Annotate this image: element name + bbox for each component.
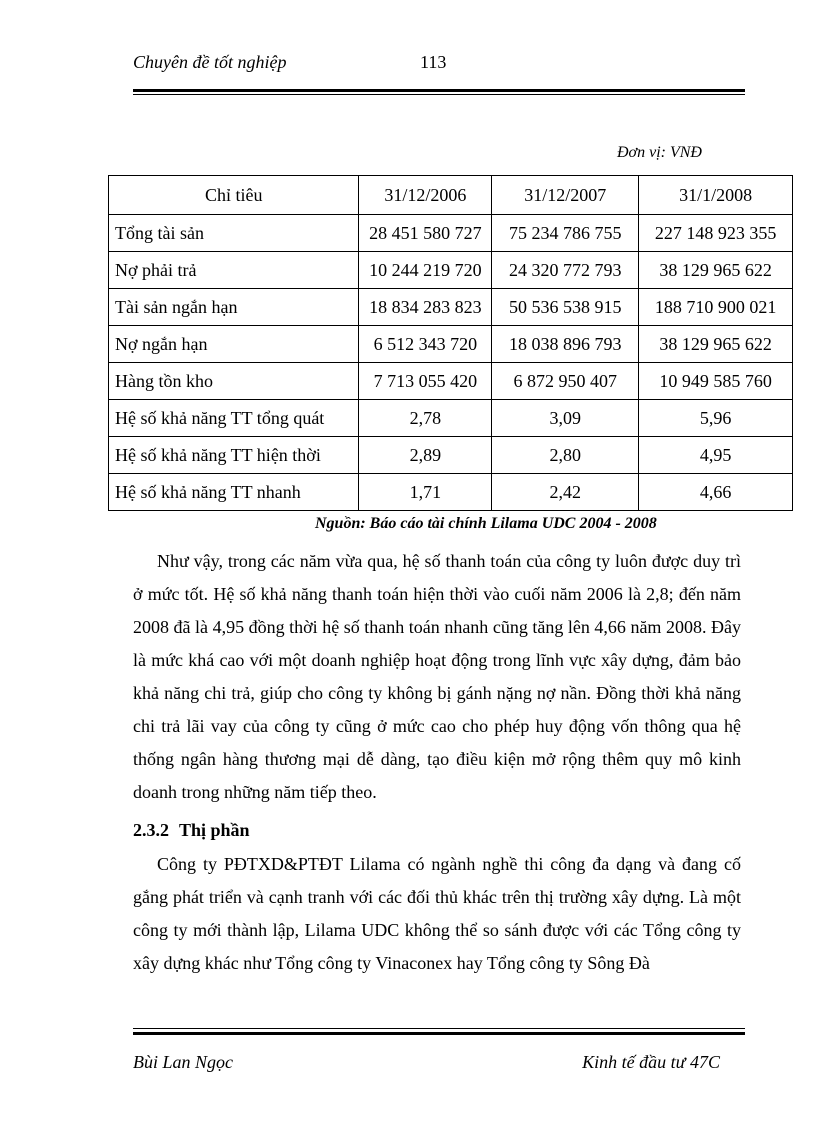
table-row [109,363,793,400]
cell-value: 6 872 950 407 [492,363,639,400]
table-row [109,252,793,289]
cell-value: 50 536 538 915 [492,289,639,326]
cell-value: 4,95 [639,437,793,474]
footer-class: Kinh tế đầu tư 47C [582,1052,720,1072]
row-label: Hệ số khả năng TT hiện thời [109,437,359,474]
paragraph-liquidity: Như vậy, trong các năm vừa qua, hệ số thanh toán của công ty luôn được duy trì ở mức tốt. Hệ số khả năng thanh toán hiện thời vào cuối năm 2006 là 2,8; đến năm 2008 đã là 4,95 đồng thời hệ số thanh toán nhanh cũng tăng lên 4,66 năm 2008. Đây là mức khá cao với một doanh nghiệp hoạt động trong lĩnh vực xây dựng, đảm bảo khả năng chi trả, giúp cho công ty không bị gánh nặng nợ nần. Đồng thời khả năng chi trả lãi vay của công ty cũng ở mức cao cho phép huy động vốn thông qua hệ thống ngân hàng thương mại dễ dàng, tạo điều kiện mở rộng thêm quy mô kinh doanh trong những năm tiếp theo. [133,551,741,802]
cell-value: 75 234 786 755 [492,215,639,252]
cell-value: 227 148 923 355 [639,215,793,252]
header-rule-thin [133,94,745,95]
financial-ratio-table [108,175,793,511]
footer-rule-thin [133,1028,745,1029]
row-label: Nợ ngắn hạn [109,326,359,363]
paragraph-market-share: Công ty PĐTXD&PTĐT Lilama có ngành nghề thi công đa dạng và đang cố gắng phát triển và cạnh tranh với các đối thủ khác trên thị trường xây dựng. Là một công ty mới thành lập, Lilama UDC không thể so sánh được với các Tổng công ty xây dựng khác như Tổng công ty Vinaconex hay Tổng công ty Sông Đà [133,854,741,973]
cell-value: 188 710 900 021 [639,289,793,326]
table-header-row [109,176,793,215]
cell-value: 28 451 580 727 [359,215,492,252]
source-note: Nguồn: Báo cáo tài chính Lilama UDC 2004 - 2008 [315,515,657,532]
header-rule-thick [133,89,745,92]
cell-value: 4,66 [639,474,793,511]
table-row [109,326,793,363]
cell-value: 2,42 [492,474,639,511]
cell-value: 2,78 [359,400,492,437]
table-row [109,400,793,437]
footer-rule-thick [133,1032,745,1035]
column-header-indicator: Chỉ tiêu [109,176,359,215]
header-title: Chuyên đề tốt nghiệp [133,52,287,72]
row-label: Tài sản ngắn hạn [109,289,359,326]
page-number: 113 [420,52,447,72]
column-header-2008: 31/1/2008 [639,176,793,215]
cell-value: 18 834 283 823 [359,289,492,326]
cell-value: 38 129 965 622 [639,252,793,289]
row-label: Hệ số khả năng TT tổng quát [109,400,359,437]
cell-value: 6 512 343 720 [359,326,492,363]
section-heading [133,820,250,841]
cell-value: 38 129 965 622 [639,326,793,363]
table-row [109,437,793,474]
table-row [109,215,793,252]
section-number: 2.3.2 [133,820,169,840]
cell-value: 2,80 [492,437,639,474]
row-label: Hàng tồn kho [109,363,359,400]
cell-value: 1,71 [359,474,492,511]
cell-value: 2,89 [359,437,492,474]
cell-value: 18 038 896 793 [492,326,639,363]
cell-value: 24 320 772 793 [492,252,639,289]
section-title: Thị phần [179,820,250,840]
unit-label: Đơn vị: VNĐ [617,144,702,161]
table-row [109,474,793,511]
row-label: Tổng tài sản [109,215,359,252]
cell-value: 5,96 [639,400,793,437]
cell-value: 3,09 [492,400,639,437]
cell-value: 10 244 219 720 [359,252,492,289]
table-row [109,289,793,326]
cell-value: 7 713 055 420 [359,363,492,400]
row-label: Nợ phải trả [109,252,359,289]
footer-author: Bùi Lan Ngọc [133,1052,234,1072]
row-label: Hệ số khả năng TT nhanh [109,474,359,511]
column-header-2007: 31/12/2007 [492,176,639,215]
cell-value: 10 949 585 760 [639,363,793,400]
column-header-2006: 31/12/2006 [359,176,492,215]
